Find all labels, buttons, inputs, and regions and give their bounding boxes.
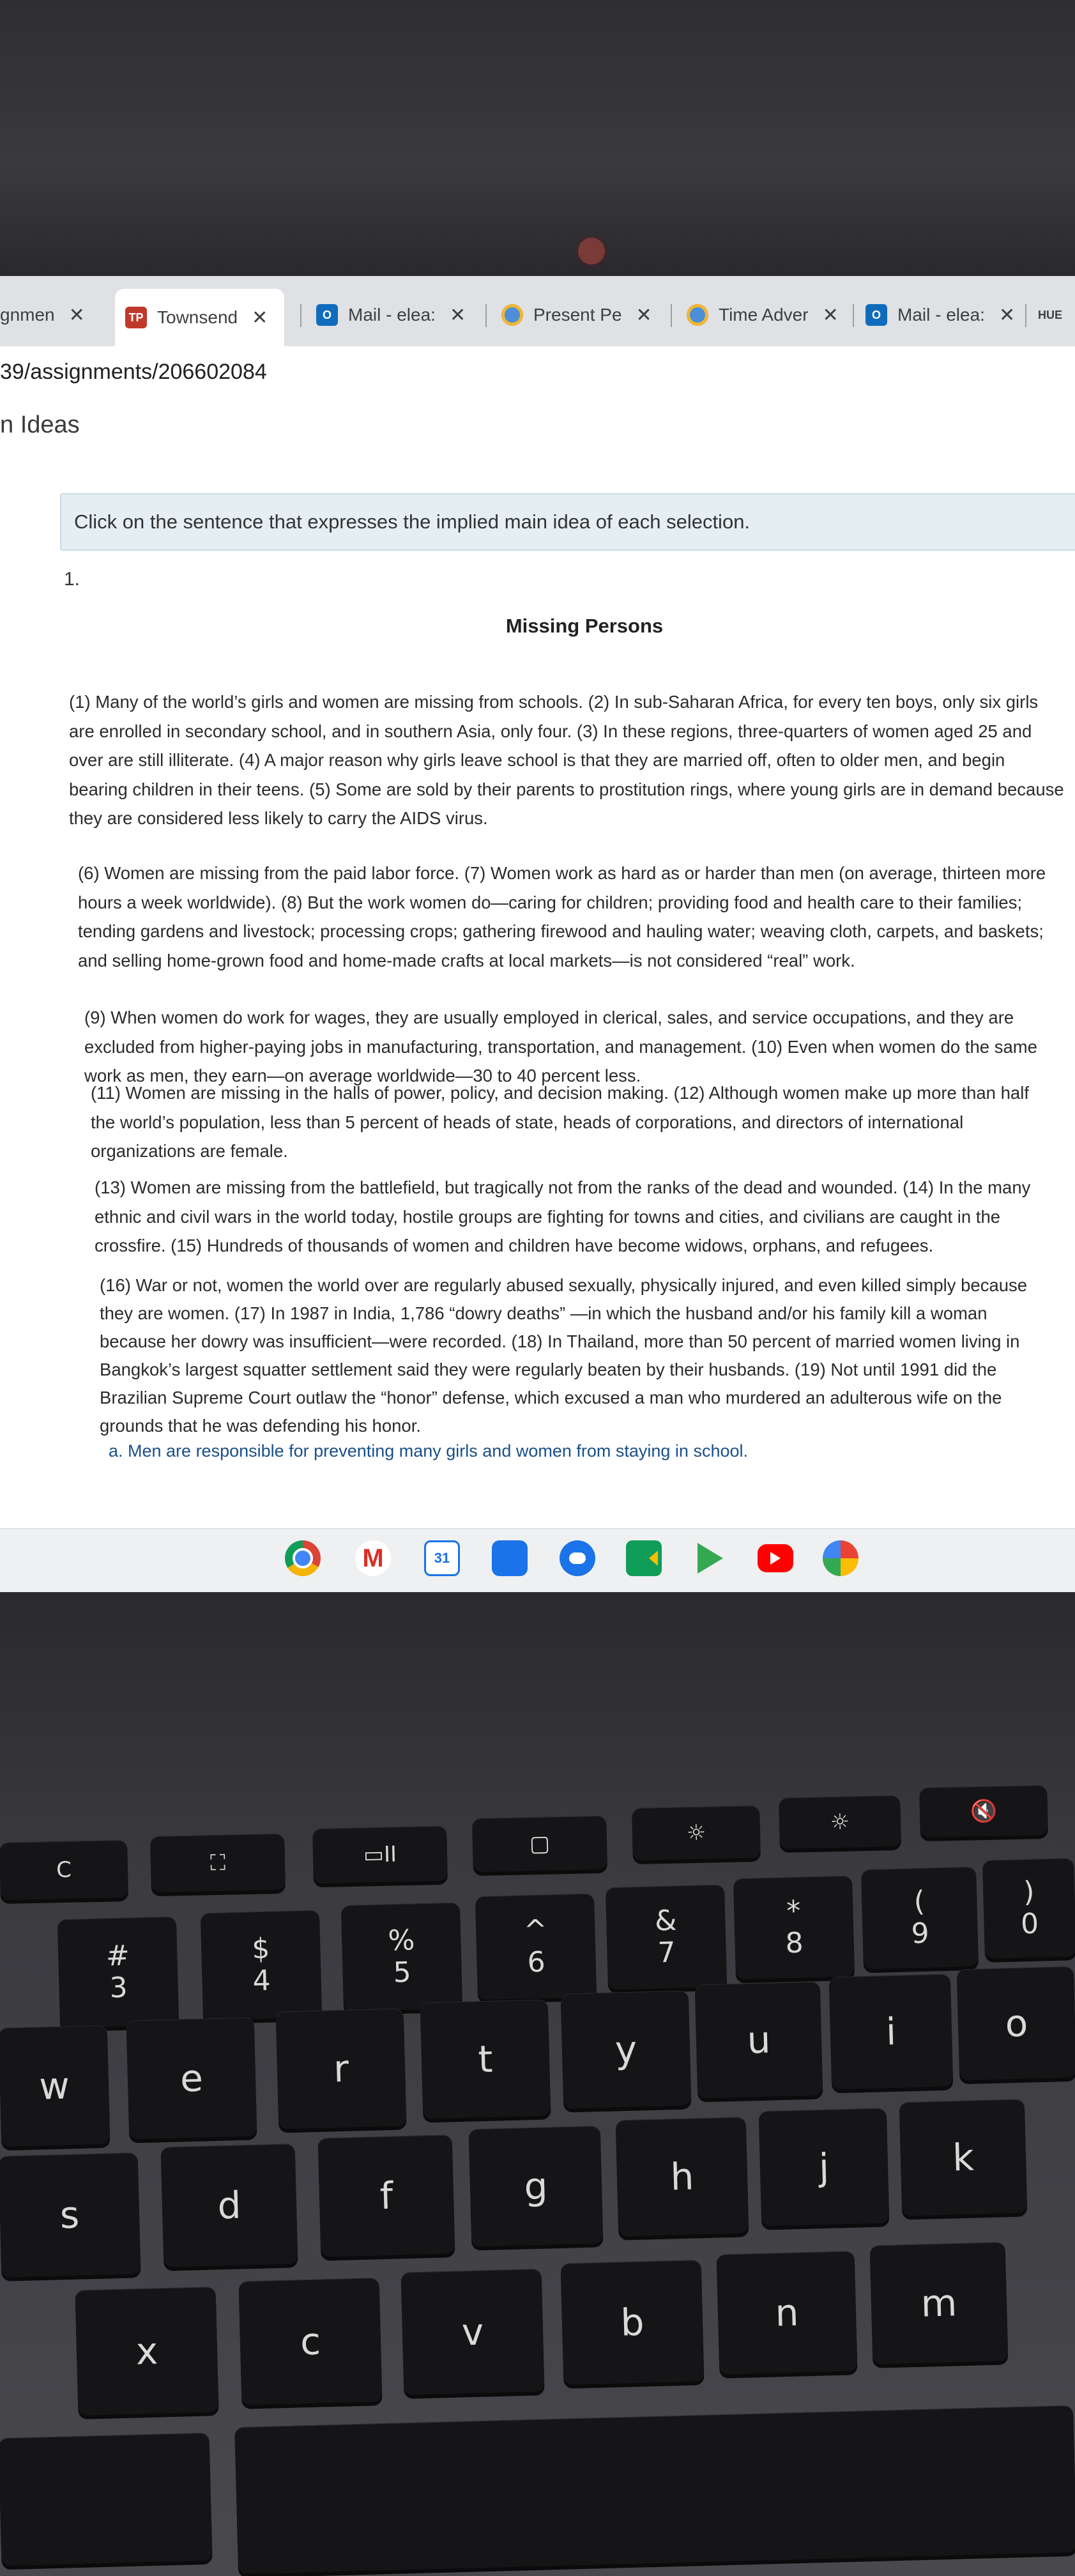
tab-mail-1[interactable] (316, 293, 466, 337)
key-space[interactable] (234, 2405, 1075, 2574)
key-e[interactable]: e (126, 2017, 257, 2139)
key-i[interactable]: i (829, 1974, 954, 2090)
key-j[interactable]: j (759, 2108, 890, 2226)
photos-icon[interactable] (823, 1540, 858, 1576)
key-mute[interactable]: 🔇 (919, 1785, 1048, 1837)
key-w[interactable]: w (0, 2025, 110, 2147)
tab-label: HUE (1038, 308, 1063, 321)
key-d[interactable]: d (161, 2143, 298, 2267)
instruction-banner (60, 493, 1075, 551)
passage-paragraph-4: (13) Women are missing from the battlefield, but tragically not from the ranks of the dead and wounded. (14) In the many ethnic and civil wars in the world today, hostile groups are fighting for towns and cities, and civilians are caught in the crossfire. (15) Hundreds of thousands of women and children have become widows, orphans, and refugees. (95, 1177, 1031, 1255)
page-header (0, 397, 1075, 494)
chrome-icon[interactable] (285, 1540, 321, 1576)
key-u[interactable]: u (695, 1981, 823, 2098)
key-3[interactable]: # 3 (57, 1917, 179, 2028)
close-icon[interactable]: ✕ (252, 307, 268, 328)
close-icon[interactable]: ✕ (998, 304, 1016, 326)
close-icon[interactable]: ✕ (449, 304, 466, 326)
key-b[interactable]: b (561, 2260, 705, 2385)
gmail-icon[interactable]: M (355, 1540, 391, 1576)
passage-paragraph-5: (16) War or not, women the world over are regularly abused sexually, physically injured, and even killed simply because they are women. (17) In 1987 in India, 1,786 “dowry deaths” —in which the husband and/or his family kill a woman because her dowry was insufficient—were recorded. (18) In Thailand, more than 50 percent of married women living in Bangkok’s largest squatter settlement said they were regularly beaten by their husbands. (19) Not until 1991 did the Brazilian Supreme Court outlaw the “honor” defense, which excused a man who murdered an adulterous wife on the grounds that he was defending his honor. (100, 1275, 1028, 1436)
laptop-bezel (0, 0, 1075, 300)
tab-label: gnmen (0, 305, 55, 325)
meet-icon[interactable] (626, 1540, 662, 1576)
address-bar[interactable] (0, 346, 1075, 399)
outlook-icon: O (316, 304, 338, 326)
instruction-text: Click on the sentence that expresses the implied main idea of each selection. (74, 510, 751, 533)
url-text: 39/assignments/206602084 (0, 359, 267, 384)
key-c[interactable]: c (238, 2278, 382, 2405)
townsend-icon: TP (125, 307, 147, 328)
os-shelf (0, 1528, 1075, 1592)
key-k[interactable]: k (899, 2099, 1028, 2216)
key-t[interactable]: t (420, 1999, 551, 2119)
tab-separator (671, 304, 672, 327)
outlook-icon: O (865, 304, 887, 326)
key-8[interactable]: * 8 (733, 1876, 855, 1980)
key-6[interactable]: ^ 6 (475, 1894, 597, 2000)
tab-mail-2[interactable] (865, 293, 1015, 337)
tab-separator (485, 304, 487, 327)
tab-townsend[interactable] (115, 289, 284, 346)
passage-paragraph-1: (1) Many of the world’s girls and women are missing from schools. (2) In sub-Saharan Africa, for every ten boys, only six girls are enrolled in secondary school, and in southern Asia, only four. (3) In these regions, three-quarters of women aged 25 and over are still illiterate. (4) A major reason why girls leave school is that they are married off, often to older men, and begin bearing children in their teens. (5) Some are sold by their parents to prostitution rings, where young girls are in demand because they are considered less likely to carry the AIDS virus. (69, 692, 1064, 828)
key-m[interactable]: m (870, 2242, 1009, 2364)
close-icon[interactable]: ✕ (68, 304, 85, 326)
key-screenshot[interactable]: ▢ (472, 1816, 607, 1872)
key-9[interactable]: ( 9 (861, 1867, 979, 1970)
passage-paragraph-3: (11) Women are missing in the halls of power, policy, and decision making. (12) Although women make up more than half the world’s population, less than 5 percent of heads of state, heads of corporations, and directors of international organizations are female. (91, 1083, 1029, 1161)
key-o[interactable]: o (957, 1966, 1075, 2081)
webcam (578, 238, 605, 264)
key-s[interactable]: s (0, 2152, 141, 2278)
key-refresh[interactable]: C (0, 1840, 128, 1900)
key-0[interactable]: ) 0 (982, 1858, 1075, 1959)
tab-label: Time Adver (719, 305, 809, 325)
tab-separator (1025, 304, 1026, 327)
key-brightness-down[interactable]: ☼ (632, 1805, 761, 1860)
tab-label: Townsend (157, 307, 238, 327)
passage-paragraph-2: (6) Women are missing from the paid labor force. (7) Women work as hard as or harder than men (on average, thirteen more hours a week worldwide). (8) But the work women do—caring for children; providing food and health care to their families; tending gardens and livestock; processing crops; gathering firewood and hauling water; weaving cloth, carpets, and baskets; and selling home-grown food and home-made crafts at local markets—is not considered “real” work. (78, 863, 1046, 970)
tab-label: Mail - elea: (348, 305, 436, 325)
key-fullscreen[interactable]: ⛶ (150, 1834, 286, 1892)
play-store-icon[interactable] (692, 1540, 728, 1576)
question-content (0, 493, 1075, 1528)
page-title: n Ideas (0, 411, 80, 438)
key-h[interactable]: h (616, 2117, 749, 2236)
key-r[interactable]: r (276, 2008, 407, 2129)
youtube-icon[interactable] (758, 1544, 793, 1572)
browser-tab-strip (0, 276, 1075, 346)
passage-paragraph-2b: (9) When women do work for wages, they are usually employed in clerical, sales, and service occupations, and they are excluded from higher-paying jobs in manufacturing, transportation, and management. (10) Even when women do the same work as men, they earn—on average worldwide—30 to 40 percent less. (84, 1008, 1037, 1085)
key-overview[interactable]: ▭II (312, 1826, 448, 1883)
tab-separator (300, 304, 301, 327)
close-icon[interactable]: ✕ (636, 304, 652, 326)
answer-option-a[interactable]: a. Men are responsible for preventing many girls and women from staying in school. (109, 1441, 748, 1460)
calendar-icon[interactable]: 31 (424, 1540, 460, 1576)
close-icon[interactable]: ✕ (822, 304, 839, 326)
globe-icon (687, 304, 708, 326)
tab-time-adver[interactable] (687, 293, 839, 337)
tab-label: Mail - elea: (897, 305, 985, 325)
key-n[interactable]: n (717, 2251, 858, 2375)
question-number: 1. (64, 569, 80, 590)
key-7[interactable]: & 7 (606, 1885, 727, 1990)
tab-present[interactable] (501, 293, 652, 337)
laptop-screen (0, 276, 1075, 1592)
key-f[interactable]: f (318, 2135, 455, 2257)
key-bottom-left[interactable] (0, 2433, 213, 2566)
key-v[interactable]: v (401, 2269, 545, 2395)
globe-icon (501, 304, 523, 326)
chat-icon[interactable] (560, 1540, 595, 1576)
tab-assignment[interactable] (0, 293, 85, 337)
key-g[interactable]: g (469, 2126, 604, 2246)
key-brightness-up[interactable]: ☼ (779, 1795, 901, 1849)
laptop-keyboard (0, 1592, 1075, 2576)
tab-separator (853, 304, 854, 327)
files-icon[interactable] (492, 1540, 528, 1576)
key-4[interactable]: $ 4 (201, 1910, 322, 2021)
key-5[interactable]: % 5 (341, 1903, 462, 2012)
tab-label: Present Pe (533, 305, 622, 325)
tab-hue[interactable] (1038, 293, 1062, 337)
key-x[interactable]: x (75, 2287, 218, 2416)
passage-title: Missing Persons (505, 615, 664, 637)
key-y[interactable]: y (561, 1990, 692, 2108)
